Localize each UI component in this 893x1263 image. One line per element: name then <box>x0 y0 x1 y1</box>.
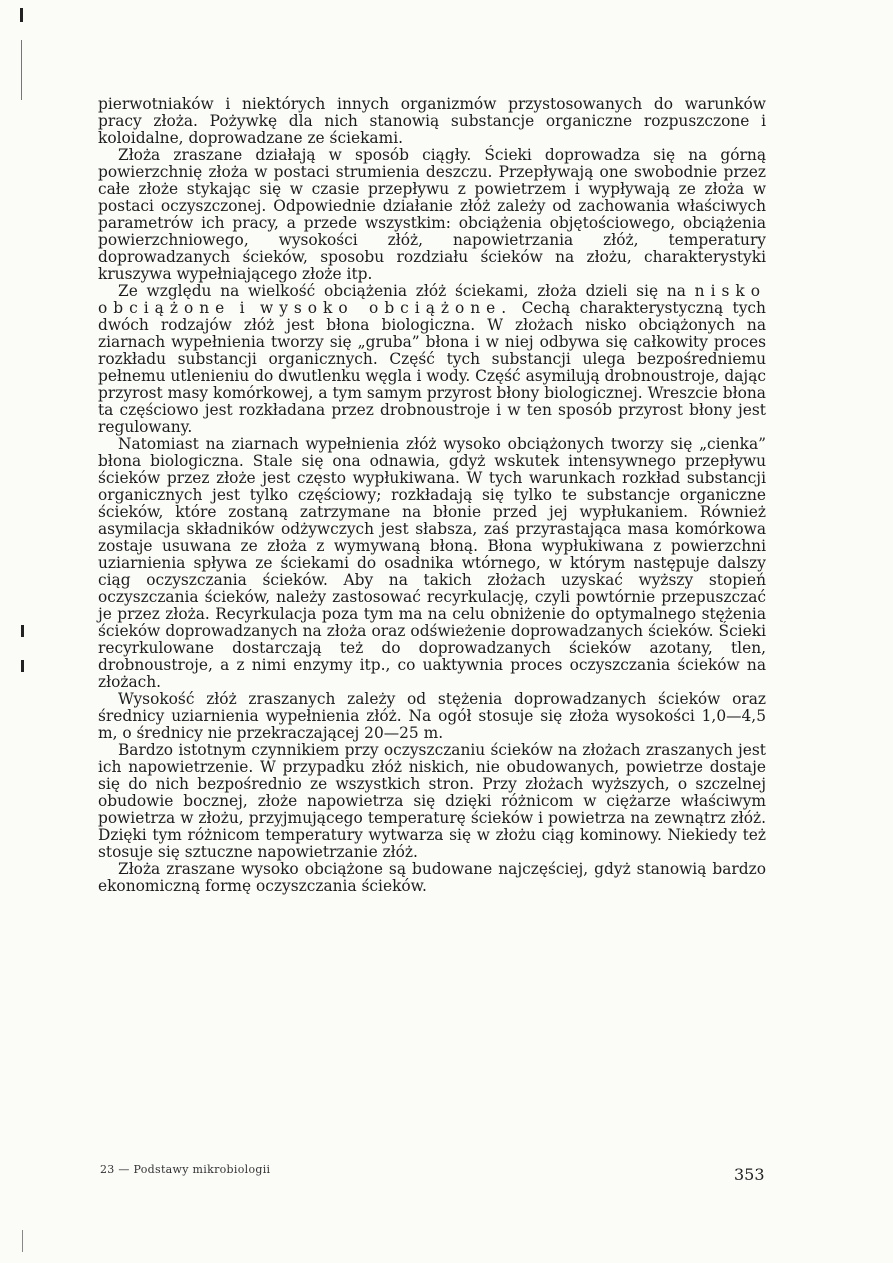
term-high-load: wysoko obciążone. <box>260 299 513 317</box>
page-number: 353 <box>734 1165 765 1184</box>
paragraph-6: Bardzo istotnym czynnikiem przy oczyszczaniu ścieków na złożach zraszanych jest ich napowietrzenie. W przypadku złóż niskich, nie obudowanych, powietrze dostaje się do nich bezpośrednio ze wszystkich stron. Przy złożach wyższych, o szczelnej obudowie bocznej, złoże napowietrza się dzięki różnicom w ciężarze właściwym powietrza w złożu, przyjmującego temperaturę ścieków i powietrza na zewnątrz złóż. Dzięki tym różnicom temperatury wytwarza się w złożu ciąg kominowy. Niekiedy też stosuje się sztuczne napowietrzanie złóż. <box>98 741 766 861</box>
paragraph-2: Złoża zraszane działają w sposób ciągły. Ścieki doprowadza się na górną powierzchnię złoża w postaci strumienia deszczu. Przepływają one swobodnie przez całe złoże stykając się w czasie przepływu z powietrzem i wypływają ze złoża w postaci oczyszczonej. Odpowiednie działanie złóż zależy od zachowania właściwych parametrów ich pracy, a przede wszystkim: obciążenia objętościowego, obciążenia powierzchniowego, wysokości złóż, napowietrzania złóż, temperatury doprowadzanych ścieków, sposobu rozdziału ścieków na złożu, charakterystyki kruszywa wypełniającego złoże itp. <box>98 146 766 283</box>
paragraph-1: pierwotniaków i niektórych innych organizmów przystosowanych do warunków pracy złoża. Pożywkę dla nich stanowią substancje organiczne rozpuszczone i koloidalne, doprowadzane ze ściekami. <box>98 95 766 147</box>
paragraph-7: Złoża zraszane wysoko obciążone są budowane najczęściej, gdyż stanowią bardzo ekonomiczną formę oczyszczania ścieków. <box>98 860 766 895</box>
paragraph-3 <box>98 283 766 436</box>
scan-mark-bottom <box>22 1230 23 1252</box>
scan-mark-top <box>20 8 23 22</box>
term-low-load: nisko obciążone <box>98 282 766 317</box>
paragraph-4: Natomiast na ziarnach wypełnienia złóż wysoko obciążonych tworzy się „cienka” błona biologiczna. Stale się ona odnawia, gdyż wskutek intensywnego przepływu ścieków przez złoże jest często wypłukiwana. W tych warunkach rozkład substancji organicznych jest tylko częściowy; rozkładają się tylko te substancje organiczne ścieków, które zostaną zatrzymane na błonie przed jej wypłukaniem. Również asymilacja składników odżywczych jest słabsza, zaś przyrastająca masa komórkowa zostaje usuwana ze złoża z wymywaną błoną. Błona wypłukiwana z powierzchni uziarnienia spływa ze ściekami do osadnika wtórnego, w którym następuje dalszy ciąg oczyszczania ścieków. Aby na takich złożach uzyskać wyższy stopień oczyszczania ścieków, należy zastosować recyrkulację, czyli powtórnie przepuszczać je przez złoża. Recyrkulacja poza tym ma na celu obniżenie do optymalnego stężenia ścieków doprowadzanych na złoża oraz odświeżenie doprowadzanych ścieków. Ścieki recyrkulowane dostarczają też do doprowadzanych ścieków azotany, tlen, drobnoustroje, a z nimi enzymy itp., co uaktywnia proces oczyszczania ścieków na złożach. <box>98 435 766 691</box>
paragraph-3-rest: Cechą charakterystyczną tych dwóch rodzajów złóż jest błona biologiczna. W złożach nisko obciążonych na ziarnach wypełnienia tworzy się „gruba” błona i w niej odbywa się całkowity proces rozkładu substancji organicznych. Część tych substancji ulega bezpośredniemu pełnemu utlenieniu do dwutlenku węgla i wody. Część asymilują drobnoustroje, dając przyrost masy komórkowej, a tym samym przyrost błony biologicznej. Wreszcie błona ta częściowo jest rozkładana przez drobnoustroje i w ten sposób przyrost błony jest regulowany. <box>98 299 766 436</box>
scan-mark-top-2 <box>21 40 22 100</box>
paragraph-3-intro: Ze względu na wielkość obciążenia złóż ściekami, złoża dzieli się na <box>118 282 686 300</box>
term-conjunction: i <box>239 299 251 317</box>
paragraph-5: Wysokość złóż zraszanych zależy od stężenia doprowadzanych ścieków oraz średnicy uziarnienia wypełnienia złóż. Na ogół stosuje się złoża wysokości 1,0—4,5 m, o średnicy nie przekraczającej 20—25 m. <box>98 690 766 742</box>
page-body <box>98 96 766 895</box>
scan-mark-left-2 <box>21 660 24 672</box>
footer-signature: 23 — Podstawy mikrobiologii <box>100 1163 271 1176</box>
scan-mark-left-1 <box>21 625 24 637</box>
